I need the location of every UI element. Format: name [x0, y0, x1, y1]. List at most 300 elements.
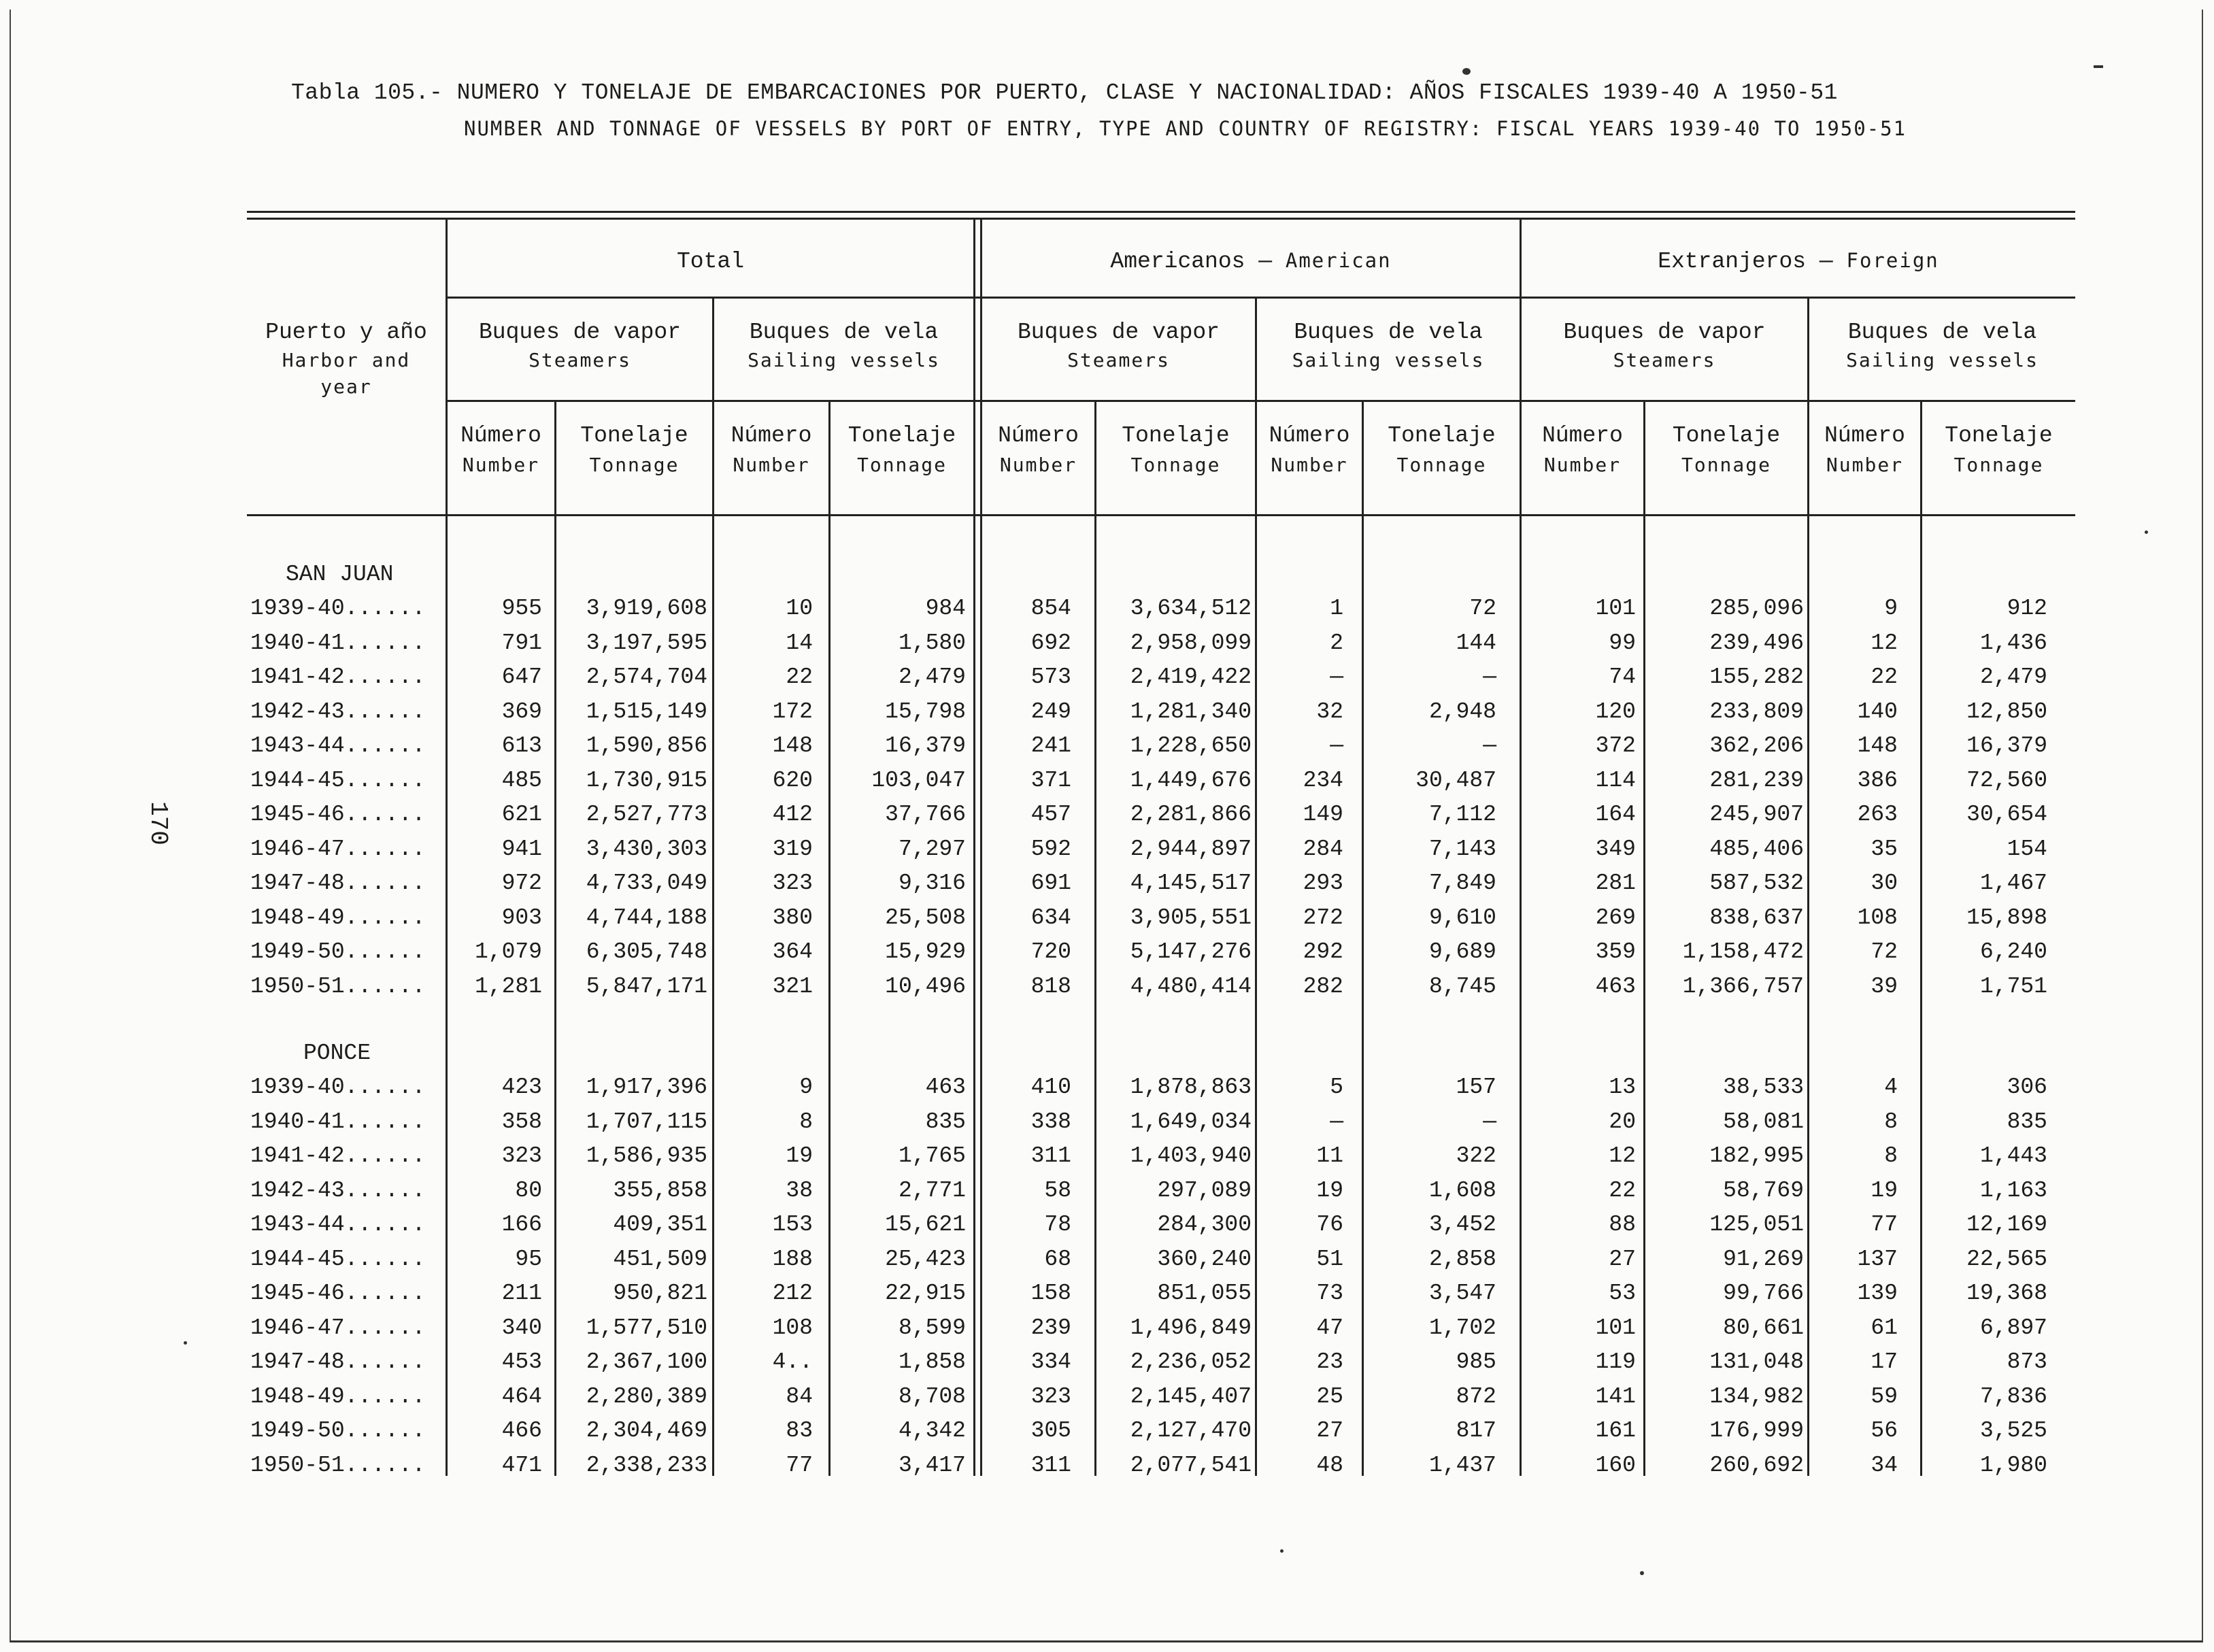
column-header-rule [247, 514, 2075, 516]
table-cell: 58 [1044, 1177, 1071, 1203]
table-cell: 720 [1030, 939, 1071, 964]
table-cell: 176,999 [1709, 1418, 1804, 1443]
table-cell: 32 [1316, 698, 1343, 724]
row-year-label: 1949-50...... [250, 1418, 426, 1443]
table-cell: 1,437 [1428, 1452, 1496, 1478]
table-cell: 1,515,149 [586, 698, 707, 724]
table-cell: 84 [786, 1383, 813, 1409]
table-cell: 306 [2007, 1075, 2047, 1100]
subgroup-label-es: Buques de vela [1294, 320, 1483, 345]
table-cell: 7,849 [1428, 871, 1496, 896]
table-cell: 5 [1330, 1075, 1343, 1100]
table-cell: 72,560 [1966, 767, 2047, 793]
table-cell: 1,878,863 [1130, 1075, 1252, 1100]
table-cell: 1,079 [474, 939, 542, 964]
table-cell: 108 [772, 1315, 813, 1341]
table-cell: 8,745 [1428, 973, 1496, 999]
table-cell: 4,744,188 [586, 905, 707, 930]
column-header [714, 423, 828, 476]
table-cell: 161 [1595, 1418, 1636, 1443]
table-cell: 372 [1595, 733, 1636, 758]
table-cell: 380 [772, 905, 813, 930]
table-cell: 15,798 [885, 698, 966, 724]
table-cell: 285,096 [1709, 596, 1804, 621]
table-cell: 3,525 [1979, 1418, 2047, 1443]
table-cell: 22,915 [885, 1281, 966, 1306]
column-header [1522, 423, 1643, 476]
table-cell: 72 [1469, 596, 1496, 621]
table-row [0, 664, 2214, 698]
table-cell: 120 [1595, 698, 1636, 724]
subgroup-label-en: Steamers [1067, 349, 1170, 371]
table-cell: 148 [772, 733, 813, 758]
table-cell: — [1483, 733, 1496, 758]
table-cell: 1,281 [474, 973, 542, 999]
table-cell: 6,897 [1979, 1315, 2047, 1341]
table-cell: 323 [501, 1143, 542, 1168]
column-header-en: Number [999, 454, 1077, 476]
print-speck [1280, 1549, 1284, 1553]
table-cell: 854 [1030, 596, 1071, 621]
table-cell: 9 [799, 1075, 813, 1100]
table-row [0, 905, 2214, 939]
table-cell: 234 [1303, 767, 1343, 793]
subgroup-label-en: Sailing vessels [1846, 349, 2039, 371]
table-cell: 1,158,472 [1682, 939, 1804, 964]
column-header-en: Tonnage [1130, 454, 1221, 476]
table-cell: 818 [1030, 973, 1071, 999]
table-cell: 3,197,595 [586, 630, 707, 656]
subgroup-american-steamers [982, 320, 1255, 371]
table-cell: 311 [1030, 1143, 1071, 1168]
table-cell: 691 [1030, 871, 1071, 896]
table-cell: 30 [1871, 871, 1898, 896]
column-header-es: Tonelaje [848, 423, 956, 448]
subgroup-label-en: Steamers [1613, 349, 1716, 371]
row-year-label: 1939-40...... [250, 1075, 426, 1100]
print-speck [2145, 530, 2148, 534]
table-cell: 23 [1316, 1349, 1343, 1375]
table-cell: 154 [2007, 836, 2047, 862]
table-cell: 463 [1595, 973, 1636, 999]
column-header-en: Number [1543, 454, 1622, 476]
table-cell: 1 [1330, 596, 1343, 621]
table-cell: 466 [501, 1418, 542, 1443]
table-cell: 451,509 [613, 1246, 707, 1272]
table-cell: 2,948 [1428, 698, 1496, 724]
table-cell: 4,145,517 [1130, 871, 1252, 896]
table-cell: 2,280,389 [586, 1383, 707, 1409]
table-cell: 157 [1456, 1075, 1496, 1100]
table-cell: 912 [2007, 596, 2047, 621]
table-cell: 22 [1609, 1177, 1636, 1203]
table-row [0, 768, 2214, 802]
column-header-es: Tonelaje [1388, 423, 1496, 448]
table-row [0, 1075, 2214, 1109]
table-cell: 321 [772, 973, 813, 999]
table-cell: 284,300 [1157, 1212, 1252, 1237]
table-cell: 1,765 [898, 1143, 966, 1168]
table-cell: 371 [1030, 767, 1071, 793]
table-cell: 134,982 [1709, 1383, 1804, 1409]
table-cell: 5,147,276 [1130, 939, 1252, 964]
table-cell: 10,496 [885, 973, 966, 999]
table-cell: 817 [1456, 1418, 1496, 1443]
group-header-foreign: Extranjeros — Foreign [1658, 249, 1939, 274]
table-cell: 58,769 [1723, 1177, 1804, 1203]
table-cell: — [1483, 664, 1496, 690]
table-cell: 72 [1871, 939, 1898, 964]
table-cell: 14 [786, 630, 813, 656]
table-cell: 15,621 [885, 1212, 966, 1237]
table-cell: 972 [501, 871, 542, 896]
group-total-label: Total [676, 249, 745, 274]
row-year-label: 1947-48...... [250, 1349, 426, 1375]
table-cell: 3,417 [898, 1452, 966, 1478]
table-cell: 16,379 [885, 733, 966, 758]
table-row [0, 1281, 2214, 1315]
table-cell: 1,917,396 [586, 1075, 707, 1100]
table-cell: 91,269 [1723, 1246, 1804, 1272]
table-cell: 12 [1609, 1143, 1636, 1168]
table-cell: 103,047 [871, 767, 966, 793]
table-cell: 7,112 [1428, 802, 1496, 827]
group-header-total [448, 249, 973, 274]
table-cell: 941 [501, 836, 542, 862]
table-cell: 647 [501, 664, 542, 690]
subgroup-header-rule [447, 400, 2075, 402]
table-cell: 355,858 [613, 1177, 707, 1203]
column-header [556, 423, 712, 476]
table-cell: 1,608 [1428, 1177, 1496, 1203]
subgroup-total-steamers [448, 320, 712, 371]
column-header [1809, 423, 1920, 476]
column-header-es: Número [1269, 423, 1350, 448]
table-cell: 464 [501, 1383, 542, 1409]
table-cell: 25,508 [885, 905, 966, 930]
table-cell: 51 [1316, 1246, 1343, 1272]
column-header-en: Number [733, 454, 810, 476]
row-year-label: 1944-45...... [250, 767, 426, 793]
table-cell: 3,905,551 [1130, 905, 1252, 930]
table-cell: 410 [1030, 1075, 1071, 1100]
table-cell: 76 [1316, 1212, 1343, 1237]
table-cell: 139 [1857, 1281, 1898, 1306]
table-cell: 88 [1609, 1212, 1636, 1237]
table-title-english: NUMBER AND TONNAGE OF VESSELS BY PORT OF ENTRY, TYPE AND COUNTRY OF REGISTRY: FISCAL YEARS 1939-40 TO 1950-51 [464, 117, 1907, 140]
table-cell: 412 [772, 802, 813, 827]
table-cell: 15,898 [1966, 905, 2047, 930]
column-header-es: Tonelaje [1122, 423, 1230, 448]
table-cell: 2,338,233 [586, 1452, 707, 1478]
column-header [1096, 423, 1255, 476]
table-cell: 1,751 [1979, 973, 2047, 999]
table-cell: 573 [1030, 664, 1071, 690]
table-cell: 19,368 [1966, 1281, 2047, 1306]
table-cell: 359 [1595, 939, 1636, 964]
table-cell: 9 [1884, 596, 1898, 621]
table-cell: 233,809 [1709, 698, 1804, 724]
table-cell: 95 [515, 1246, 542, 1272]
table-cell: 20 [1609, 1109, 1636, 1134]
table-cell: 8,599 [898, 1315, 966, 1341]
table-cell: 1,707,115 [586, 1109, 707, 1134]
table-cell: 38 [786, 1177, 813, 1203]
table-cell: 2,077,541 [1130, 1452, 1252, 1478]
table-cell: 108 [1857, 905, 1898, 930]
table-cell: 182,995 [1709, 1143, 1804, 1168]
column-header [831, 423, 973, 476]
table-cell: 634 [1030, 905, 1071, 930]
table-cell: 58,081 [1723, 1109, 1804, 1134]
column-header-en: Tonnage [589, 454, 680, 476]
table-cell: 137 [1857, 1246, 1898, 1272]
table-cell: 160 [1595, 1452, 1636, 1478]
table-cell: 2,127,470 [1130, 1418, 1252, 1443]
column-header-en: Tonnage [1953, 454, 2044, 476]
table-cell: 3,430,303 [586, 836, 707, 862]
table-cell: 73 [1316, 1281, 1343, 1306]
table-cell: 39 [1871, 973, 1898, 999]
table-row [0, 939, 2214, 973]
column-header-en: Number [462, 454, 540, 476]
table-cell: 12,169 [1966, 1212, 2047, 1237]
table-cell: 35 [1871, 836, 1898, 862]
row-year-label: 1942-43...... [250, 1177, 426, 1203]
table-cell: 263 [1857, 802, 1898, 827]
row-year-label: 1942-43...... [250, 698, 426, 724]
subgroup-label-es: Buques de vapor [1563, 320, 1766, 345]
table-cell: 16,379 [1966, 733, 2047, 758]
column-header-en: Tonnage [856, 454, 947, 476]
table-cell: 338 [1030, 1109, 1071, 1134]
table-cell: 68 [1044, 1246, 1071, 1272]
table-cell: 386 [1857, 767, 1898, 793]
row-year-label: 1946-47...... [250, 1315, 426, 1341]
table-cell: 48 [1316, 1452, 1343, 1478]
table-cell: — [1330, 1109, 1343, 1134]
table-cell: 22,565 [1966, 1246, 2047, 1272]
table-cell: 485,406 [1709, 836, 1804, 862]
table-cell: 211 [501, 1281, 542, 1306]
table-top-rule [247, 211, 2075, 213]
table-cell: 148 [1857, 733, 1898, 758]
table-cell: 323 [772, 871, 813, 896]
subgroup-label-en: Steamers [529, 349, 631, 371]
print-speck [1640, 1571, 1644, 1575]
column-header-es: Tonelaje [580, 423, 688, 448]
table-cell: 423 [501, 1075, 542, 1100]
table-cell: 985 [1456, 1349, 1496, 1375]
table-cell: 613 [501, 733, 542, 758]
group-foreign-en: Foreign [1846, 249, 1939, 272]
table-row [0, 596, 2214, 630]
table-cell: 1,443 [1979, 1143, 2047, 1168]
table-cell: 10 [786, 596, 813, 621]
row-year-label: 1948-49...... [250, 905, 426, 930]
table-cell: 25 [1316, 1383, 1343, 1409]
table-cell: 2,858 [1428, 1246, 1496, 1272]
table-cell: 80 [515, 1177, 542, 1203]
table-cell: 903 [501, 905, 542, 930]
group-american-en: American [1285, 249, 1392, 272]
table-cell: 99 [1609, 630, 1636, 656]
table-cell: 4,342 [898, 1418, 966, 1443]
table-cell: 1,449,676 [1130, 767, 1252, 793]
table-cell: — [1330, 733, 1343, 758]
column-header-es: Tonelaje [1945, 423, 2053, 448]
row-year-label: 1950-51...... [250, 973, 426, 999]
table-cell: 8 [1884, 1109, 1898, 1134]
table-cell: 125,051 [1709, 1212, 1804, 1237]
row-year-label: 1940-41...... [250, 1109, 426, 1134]
table-cell: 323 [1030, 1383, 1071, 1409]
table-cell: 239 [1030, 1315, 1071, 1341]
table-cell: 212 [772, 1281, 813, 1306]
stub-header-en1: Harbor and [282, 349, 411, 371]
table-cell: 1,163 [1979, 1177, 2047, 1203]
table-cell: 358 [501, 1109, 542, 1134]
column-header [1364, 423, 1520, 476]
row-year-label: 1950-51...... [250, 1452, 426, 1478]
table-cell: 2,419,422 [1130, 664, 1252, 690]
table-cell: 1,403,940 [1130, 1143, 1252, 1168]
row-year-label: 1949-50...... [250, 939, 426, 964]
table-cell: 8 [799, 1109, 813, 1134]
table-cell: 409,351 [613, 1212, 707, 1237]
row-year-label: 1947-48...... [250, 871, 426, 896]
table-cell: 77 [786, 1452, 813, 1478]
table-cell: 284 [1303, 836, 1343, 862]
table-cell: 835 [2007, 1109, 2047, 1134]
table-cell: 7,143 [1428, 836, 1496, 862]
table-cell: 272 [1303, 905, 1343, 930]
table-cell: 322 [1456, 1143, 1496, 1168]
table-cell: 621 [501, 802, 542, 827]
table-cell: 334 [1030, 1349, 1071, 1375]
group-foreign-es: Extranjeros [1658, 249, 1807, 274]
table-cell: 269 [1595, 905, 1636, 930]
table-cell: 2,236,052 [1130, 1349, 1252, 1375]
column-header-es: Número [1542, 423, 1623, 448]
table-row [0, 1349, 2214, 1383]
row-year-label: 1946-47...... [250, 836, 426, 862]
row-year-label: 1943-44...... [250, 733, 426, 758]
subgroup-foreign-sailing [1809, 320, 2075, 371]
row-year-label: 1944-45...... [250, 1246, 426, 1272]
table-cell: 311 [1030, 1452, 1071, 1478]
table-cell: 56 [1871, 1418, 1898, 1443]
table-cell: 19 [786, 1143, 813, 1168]
table-cell: 141 [1595, 1383, 1636, 1409]
table-cell: 99,766 [1723, 1281, 1804, 1306]
table-cell: 2,281,866 [1130, 802, 1252, 827]
group-header-rule [447, 297, 2075, 299]
table-cell: 1,586,935 [586, 1143, 707, 1168]
table-cell: 471 [501, 1452, 542, 1478]
subgroup-american-sailing [1257, 320, 1520, 371]
table-cell: 1,467 [1979, 871, 2047, 896]
table-cell: 80,661 [1723, 1315, 1804, 1341]
table-cell: 59 [1871, 1383, 1898, 1409]
print-speck [1462, 68, 1471, 75]
table-row [0, 1315, 2214, 1349]
table-cell: 485 [501, 767, 542, 793]
table-cell: 2 [1330, 630, 1343, 656]
table-cell: 2,479 [1979, 664, 2047, 690]
table-cell: 140 [1857, 698, 1898, 724]
table-cell: 53 [1609, 1281, 1636, 1306]
table-row [0, 974, 2214, 1008]
column-header-es: Número [731, 423, 812, 448]
print-speck [2094, 65, 2103, 68]
table-cell: 360,240 [1157, 1246, 1252, 1272]
stub-header-en2: year [320, 375, 372, 398]
table-cell: 950,821 [613, 1281, 707, 1306]
table-cell: 38,533 [1723, 1075, 1804, 1100]
table-cell: 6,305,748 [586, 939, 707, 964]
table-cell: 22 [786, 664, 813, 690]
table-cell: 3,452 [1428, 1212, 1496, 1237]
table-cell: 101 [1595, 596, 1636, 621]
row-year-label: 1941-42...... [250, 664, 426, 690]
table-cell: 1,496,849 [1130, 1315, 1252, 1341]
table-row [0, 699, 2214, 733]
table-row [0, 1247, 2214, 1281]
table-cell: 12 [1871, 630, 1898, 656]
table-cell: 457 [1030, 802, 1071, 827]
column-header [1645, 423, 1807, 476]
table-row [0, 733, 2214, 767]
column-header-en: Number [1826, 454, 1904, 476]
table-cell: 2,145,407 [1130, 1383, 1252, 1409]
table-title-spanish: Tabla 105.- NUMERO Y TONELAJE DE EMBARCACIONES POR PUERTO, CLASE Y NACIONALIDAD: AÑOS FISCALES 1939-40 A 1950-51 [291, 80, 1838, 105]
table-cell: 4.. [772, 1349, 813, 1375]
column-header [982, 423, 1094, 476]
table-cell: 281,239 [1709, 767, 1804, 793]
table-row [0, 837, 2214, 871]
table-cell: 5,847,171 [586, 973, 707, 999]
table-cell: 74 [1609, 664, 1636, 690]
table-cell: 2,771 [898, 1177, 966, 1203]
column-header [1922, 423, 2075, 476]
table-cell: 872 [1456, 1383, 1496, 1409]
table-cell: — [1330, 664, 1343, 690]
table-cell: — [1483, 1109, 1496, 1134]
column-header-en: Number [1271, 454, 1348, 476]
table-cell: 83 [786, 1418, 813, 1443]
table-cell: 692 [1030, 630, 1071, 656]
table-cell: 587,532 [1709, 871, 1804, 896]
table-cell: 369 [501, 698, 542, 724]
table-cell: 155,282 [1709, 664, 1804, 690]
table-cell: 101 [1595, 1315, 1636, 1341]
subgroup-total-sailing [714, 320, 973, 371]
table-cell: 305 [1030, 1418, 1071, 1443]
table-cell: 9,610 [1428, 905, 1496, 930]
table-cell: 8,708 [898, 1383, 966, 1409]
table-cell: 1,436 [1979, 630, 2047, 656]
table-row [0, 871, 2214, 905]
table-cell: 241 [1030, 733, 1071, 758]
table-cell: 164 [1595, 802, 1636, 827]
column-header-es: Número [998, 423, 1079, 448]
table-cell: 144 [1456, 630, 1496, 656]
column-header [448, 423, 554, 476]
table-cell: 249 [1030, 698, 1071, 724]
table-cell: 3,547 [1428, 1281, 1496, 1306]
stub-header [247, 320, 446, 398]
